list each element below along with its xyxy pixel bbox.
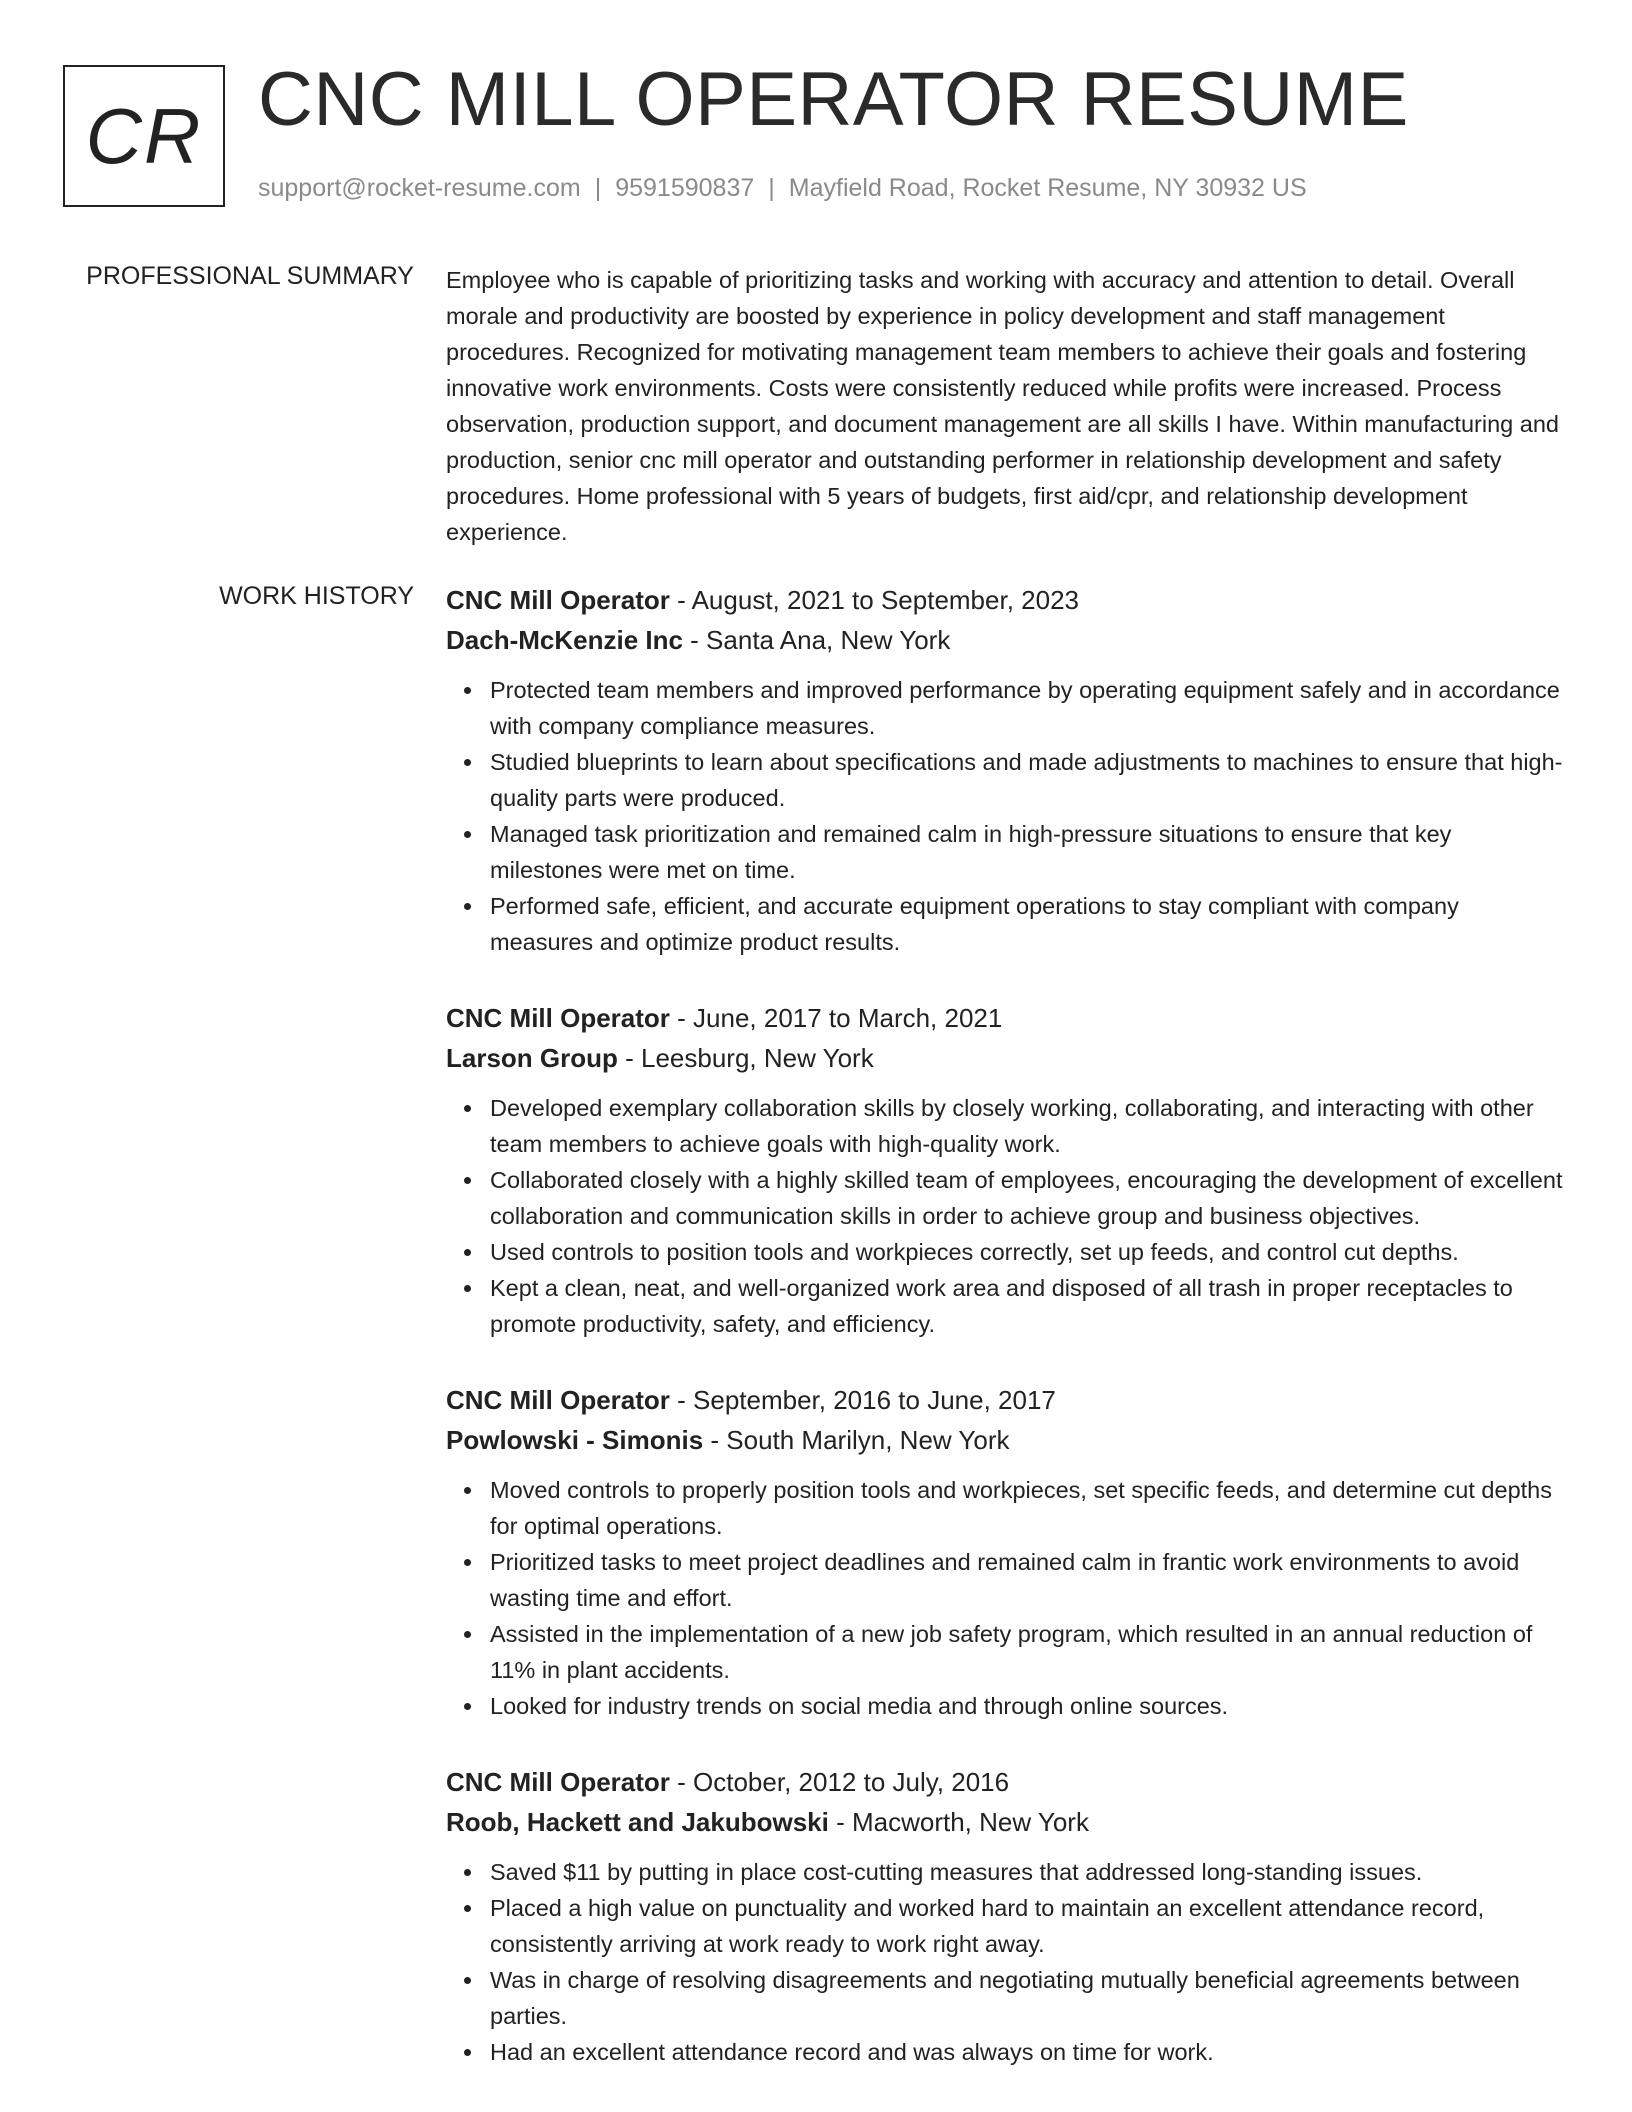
job-entry	[446, 580, 1566, 960]
job-title: CNC Mill Operator	[446, 1767, 670, 1797]
job-location: - South Marilyn, New York	[703, 1425, 1010, 1455]
job-bullet: Was in charge of resolving disagreements and negotiating mutually beneficial agreements between parties.	[490, 1962, 1566, 2034]
job-title-line	[446, 580, 1566, 620]
job-title-line	[446, 1380, 1566, 1420]
monogram-logo: CR	[63, 65, 225, 207]
job-company: Powlowski - Simonis	[446, 1425, 704, 1455]
contact-separator: |	[594, 174, 602, 202]
job-bullet: Performed safe, efficient, and accurate equipment operations to stay compliant with company measures and optimize product results.	[490, 888, 1566, 960]
job-title: CNC Mill Operator	[446, 1003, 670, 1033]
job-bullet: Collaborated closely with a highly skilled team of employees, encouraging the development of excellent collaboration and communication skills in order to achieve group and business objectives.	[490, 1162, 1566, 1234]
job-bullet: Looked for industry trends on social media and through online sources.	[490, 1688, 1566, 1724]
job-bullet: Managed task prioritization and remained calm in high-pressure situations to ensure that key milestones were met on time.	[490, 816, 1566, 888]
contact-separator: |	[768, 174, 775, 202]
summary-text: Employee who is capable of prioritizing tasks and working with accuracy and attention to detail. Overall morale and productivity are boosted by experience in policy development and staff management procedures. Recognized for motivating management team members to achieve their goals and fostering innovative work environments. Costs were consistently reduced while profits were increased. Process observation, production support, and document management are all skills I have. Within manufacturing and production, senior cnc mill operator and outstanding performer in relationship development and safety procedures. Home professional with 5 years of budgets, first aid/cpr, and relationship development experience.	[446, 267, 1559, 545]
job-location: - Leesburg, New York	[617, 1043, 874, 1073]
job-dates: - October, 2012 to July, 2016	[669, 1767, 1010, 1797]
job-bullet: Protected team members and improved performance by operating equipment safely and in accordance with company compliance measures.	[490, 672, 1566, 744]
job-company-line	[446, 1420, 1566, 1460]
job-dates: - September, 2016 to June, 2017	[669, 1385, 1056, 1415]
contact-address: Mayfield Road, Rocket Resume, NY 30932 US	[788, 174, 1307, 202]
contact-phone[interactable]: 9591590837	[615, 174, 755, 202]
job-title-line	[446, 1762, 1566, 1802]
job-bullet: Moved controls to properly position tools and workpieces, set specific feeds, and determine cut depths for optimal operations.	[490, 1472, 1566, 1544]
job-entry	[446, 998, 1566, 1342]
job-company: Dach-McKenzie Inc	[446, 625, 683, 655]
job-bullet-list	[446, 1090, 1566, 1342]
job-bullet: Assisted in the implementation of a new job safety program, which resulted in an annual reduction of 11% in plant accidents.	[490, 1616, 1566, 1688]
job-bullet: Used controls to position tools and workpieces correctly, set up feeds, and control cut depths.	[490, 1234, 1566, 1270]
job-bullet: Kept a clean, neat, and well-organized work area and disposed of all trash in proper receptacles to promote productivity, safety, and efficiency.	[490, 1270, 1566, 1342]
job-location: - Macworth, New York	[828, 1807, 1089, 1837]
job-bullet: Prioritized tasks to meet project deadlines and remained calm in frantic work environments to avoid wasting time and effort.	[490, 1544, 1566, 1616]
job-company-line	[446, 1802, 1566, 1842]
job-bullet-list	[446, 1472, 1566, 1724]
job-company-line	[446, 1038, 1566, 1078]
work-history-heading: WORK HISTORY	[219, 582, 414, 610]
summary-heading: PROFESSIONAL SUMMARY	[86, 262, 414, 290]
contact-email[interactable]: support@rocket-resume.com	[258, 174, 581, 202]
job-dates: - August, 2021 to September, 2023	[669, 585, 1079, 615]
job-bullet-list	[446, 1854, 1566, 2070]
job-bullet: Placed a high value on punctuality and worked hard to maintain an excellent attendance record, consistently arriving at work ready to work right away.	[490, 1890, 1566, 1962]
job-entry	[446, 1380, 1566, 1724]
job-title: CNC Mill Operator	[446, 585, 670, 615]
job-title-line	[446, 998, 1566, 1038]
contact-line	[258, 174, 1307, 203]
work-history-body	[446, 580, 1566, 2108]
job-company: Roob, Hackett and Jakubowski	[446, 1807, 829, 1837]
summary-body	[446, 262, 1566, 550]
job-company: Larson Group	[446, 1043, 618, 1073]
job-bullet: Developed exemplary collaboration skills by closely working, collaborating, and interacting with other team members to achieve goals with high-quality work.	[490, 1090, 1566, 1162]
job-company-line	[446, 620, 1566, 660]
job-bullet: Had an excellent attendance record and was always on time for work.	[490, 2034, 1566, 2070]
resume-title: CNC MILL OPERATOR RESUME	[258, 57, 1409, 142]
job-bullet-list	[446, 672, 1566, 960]
job-bullet: Saved $11 by putting in place cost-cutting measures that addressed long-standing issues.	[490, 1854, 1566, 1890]
job-title: CNC Mill Operator	[446, 1385, 670, 1415]
job-entry	[446, 1762, 1566, 2070]
job-bullet: Studied blueprints to learn about specifications and made adjustments to machines to ensure that high-quality parts were produced.	[490, 744, 1566, 816]
job-dates: - June, 2017 to March, 2021	[669, 1003, 1003, 1033]
job-location: - Santa Ana, New York	[682, 625, 951, 655]
